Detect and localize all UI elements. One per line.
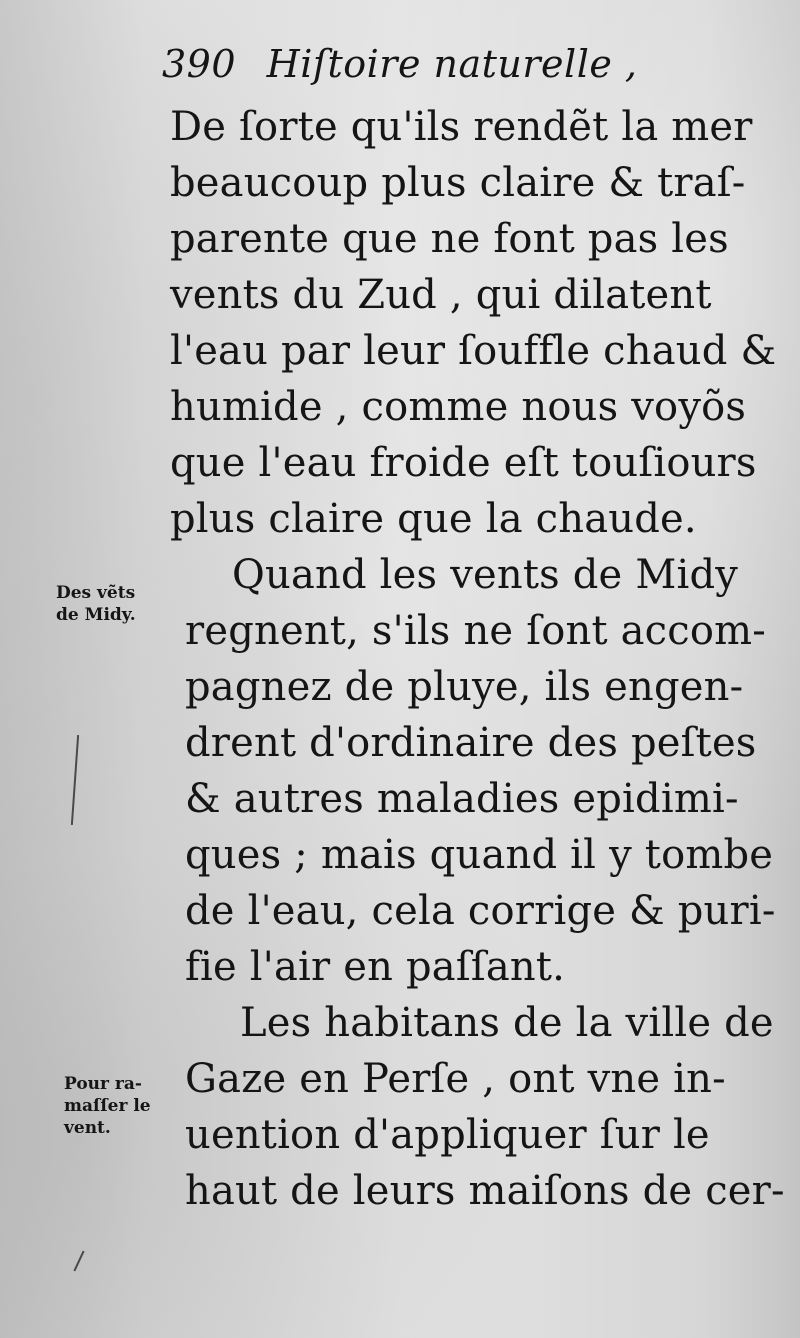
margin-note-line: maſſer le [64, 1096, 151, 1116]
text-line: beaucoup plus claire & traſ- [170, 160, 746, 206]
text-line: ques ; mais quand il y tombe [185, 832, 774, 878]
text-line: regnent, s'ils ne ſont accom- [185, 608, 767, 654]
page-number: 390 [162, 42, 237, 86]
text-line: pagnez de pluye, ils engen- [185, 664, 744, 710]
text-line: haut de leurs maiſons de cer- [185, 1168, 785, 1214]
text-line: uention d'appliquer ſur le [185, 1112, 710, 1158]
margin-note-line: de Midy. [56, 605, 136, 625]
text-line: vents du Zud , qui dilatent [170, 272, 712, 318]
text-line: drent d'ordinaire des peſtes [185, 720, 757, 766]
margin-note-midy [56, 582, 136, 626]
text-line: que l'eau froide eſt touſiours [170, 440, 757, 486]
text-line: & autres maladies epidimi- [185, 776, 739, 822]
text-line: fie l'air en paſſant. [185, 944, 566, 990]
paragraph-start-line: Les habitans de la ville de [240, 1000, 774, 1046]
text-line: De ſorte qu'ils rendẽt la mer [170, 104, 753, 150]
text-line: l'eau par leur ſouffle chaud & [170, 328, 777, 374]
margin-note-ramasser [64, 1073, 151, 1139]
ink-stroke-mark [73, 1251, 84, 1272]
margin-note-line: vent. [64, 1118, 111, 1138]
paragraph-start-line: Quand les vents de Midy [232, 552, 739, 598]
running-header [162, 42, 638, 86]
text-line: Gaze en Perſe , ont vne in- [185, 1056, 726, 1102]
margin-note-line: Des vẽts [56, 583, 136, 603]
text-line: parente que ne font pas les [170, 216, 729, 262]
margin-note-line: Pour ra- [64, 1074, 142, 1094]
running-title: Hiſtoire naturelle , [266, 42, 638, 86]
ink-stroke-mark [71, 735, 79, 825]
text-line: plus claire que la chaude. [170, 496, 697, 542]
text-line: humide , comme nous voyõs [170, 384, 747, 430]
text-line: de l'eau, cela corrige & puri- [185, 888, 776, 934]
